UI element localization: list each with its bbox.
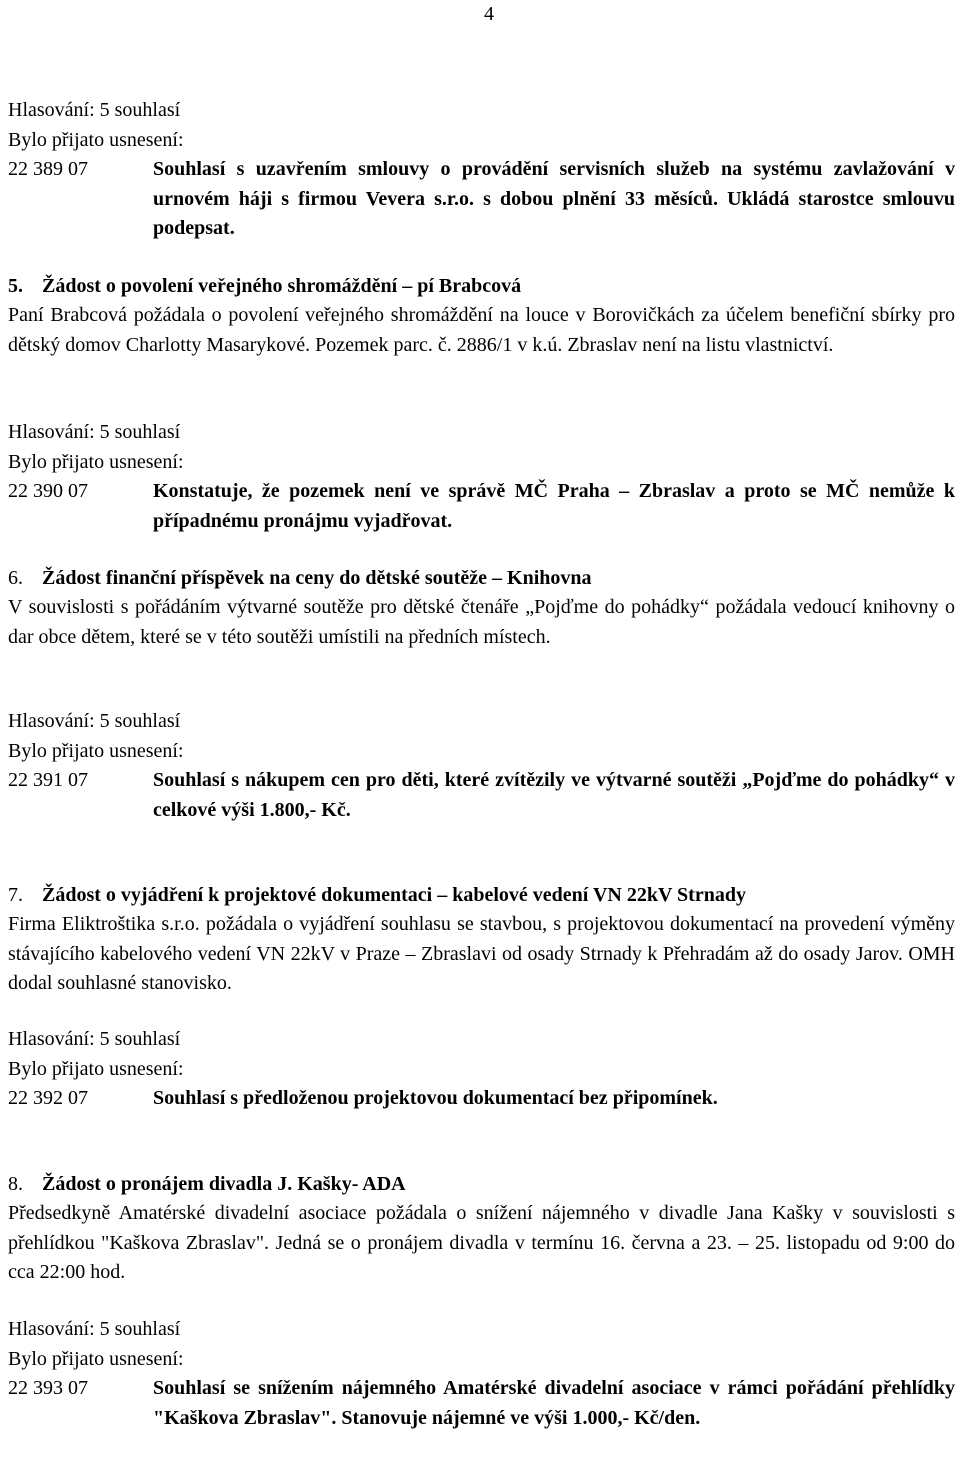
section-title: Žádost o povolení veřejného shromáždění – pí Brabcová — [42, 275, 522, 297]
vote-block-393 — [8, 1315, 955, 1374]
vote-block-392 — [8, 1025, 955, 1084]
resolution-accepted: Bylo přijato usnesení: — [8, 1347, 184, 1370]
section-number: 5. — [8, 275, 23, 297]
resolution-text: Konstatuje, že pozemek není ve správě MČ Praha – Zbraslav a proto se MČ nemůže k případnému pronájmu vyjadřovat. — [153, 480, 955, 532]
section-number: 6. — [8, 567, 23, 589]
section-7-heading — [8, 881, 955, 911]
vote-result: Hlasování: 5 souhlasí — [8, 421, 181, 443]
resolution-text: Souhlasí s uzavřením smlouvy o provádění servisních služeb na systému zavlažování v urnovém háji s firmou Vevera s.r.o. s dobou plnění 33 měsíců. Ukládá starostce smlouvu podepsat. — [153, 158, 955, 239]
section-6-body: V souvislosti s pořádáním výtvarné soutěže pro dětské čtenáře „Pojďme do pohádky“ požádala vedoucí knihovny o dar obce dětem, které se v této soutěži umístili na předních místech. — [8, 596, 955, 648]
section-6-heading — [8, 564, 955, 594]
section-number: 7. — [8, 884, 23, 906]
resolution-accepted: Bylo přijato usnesení: — [8, 450, 184, 473]
vote-result: Hlasování: 5 souhlasí — [8, 710, 181, 732]
section-5-heading — [8, 272, 955, 302]
page-number: 4 — [484, 3, 494, 25]
vote-result: Hlasování: 5 souhlasí — [8, 1028, 181, 1050]
vote-block-390 — [8, 418, 955, 477]
resolution-text: Souhlasí s předloženou projektovou dokumentací bez připomínek. — [153, 1087, 718, 1109]
resolution-text: Souhlasí se snížením nájemného Amatérské divadelní asociace v rámci pořádání přehlídky "Kaškova Zbraslav". Stanovuje nájemné ve výši 1.000,- Kč/den. — [153, 1377, 955, 1429]
resolution-393 — [8, 1374, 955, 1433]
resolution-391 — [8, 766, 955, 825]
resolution-389 — [8, 155, 955, 244]
vote-result: Hlasování: 5 souhlasí — [8, 99, 181, 121]
section-title: Žádost o vyjádření k projektové dokumentaci – kabelové vedení VN 22kV Strnady — [42, 884, 746, 906]
resolution-text: Souhlasí s nákupem cen pro děti, které zvítězily ve výtvarné soutěži „Pojďme do pohádky“ v celkové výši 1.800,- Kč. — [153, 769, 955, 821]
section-8-heading — [8, 1170, 955, 1200]
resolution-accepted: Bylo přijato usnesení: — [8, 128, 184, 151]
resolution-accepted: Bylo přijato usnesení: — [8, 739, 184, 762]
resolution-392 — [8, 1084, 955, 1114]
section-5-body: Paní Brabcová požádala o povolení veřejného shromáždění na louce v Borovičkách za účelem benefiční sbírky pro dětský domov Charlotty Masarykové. Pozemek parc. č. 2886/1 v k.ú. Zbraslav není na listu vlastnictví. — [8, 304, 955, 356]
vote-block-391 — [8, 707, 955, 766]
section-7-body: Firma Eliktroštika s.r.o. požádala o vyjádření souhlasu se stavbou, s projektovou dokumentací na provedení výměny stávajícího kabelového vedení VN 22kV v Praze – Zbraslavi od osady Strnady k Přehradám až do osady Jarov. OMH dodal souhlasné stanovisko. — [8, 913, 955, 994]
section-8-body: Předsedkyně Amatérské divadelní asociace požádala o snížení nájemného v divadle Jana Kašky v souvislosti s přehlídkou "Kaškova Zbraslav". Jedná se o pronájem divadla v termínu 16. června a 23. – 25. listopadu od 9:00 do cca 22:00 hod. — [8, 1202, 955, 1283]
resolution-accepted: Bylo přijato usnesení: — [8, 1057, 184, 1080]
vote-result: Hlasování: 5 souhlasí — [8, 1318, 181, 1340]
resolution-number: 22 393 07 — [8, 1377, 88, 1399]
resolution-number: 22 389 07 — [8, 158, 88, 180]
vote-block-389 — [8, 96, 955, 155]
section-title: Žádost finanční příspěvek na ceny do dětské soutěže – Knihovna — [42, 567, 592, 589]
section-number: 8. — [8, 1173, 23, 1195]
resolution-number: 22 390 07 — [8, 480, 88, 502]
resolution-390 — [8, 477, 955, 536]
section-title: Žádost o pronájem divadla J. Kašky- ADA — [42, 1173, 406, 1195]
resolution-number: 22 391 07 — [8, 769, 88, 791]
resolution-number: 22 392 07 — [8, 1087, 88, 1109]
